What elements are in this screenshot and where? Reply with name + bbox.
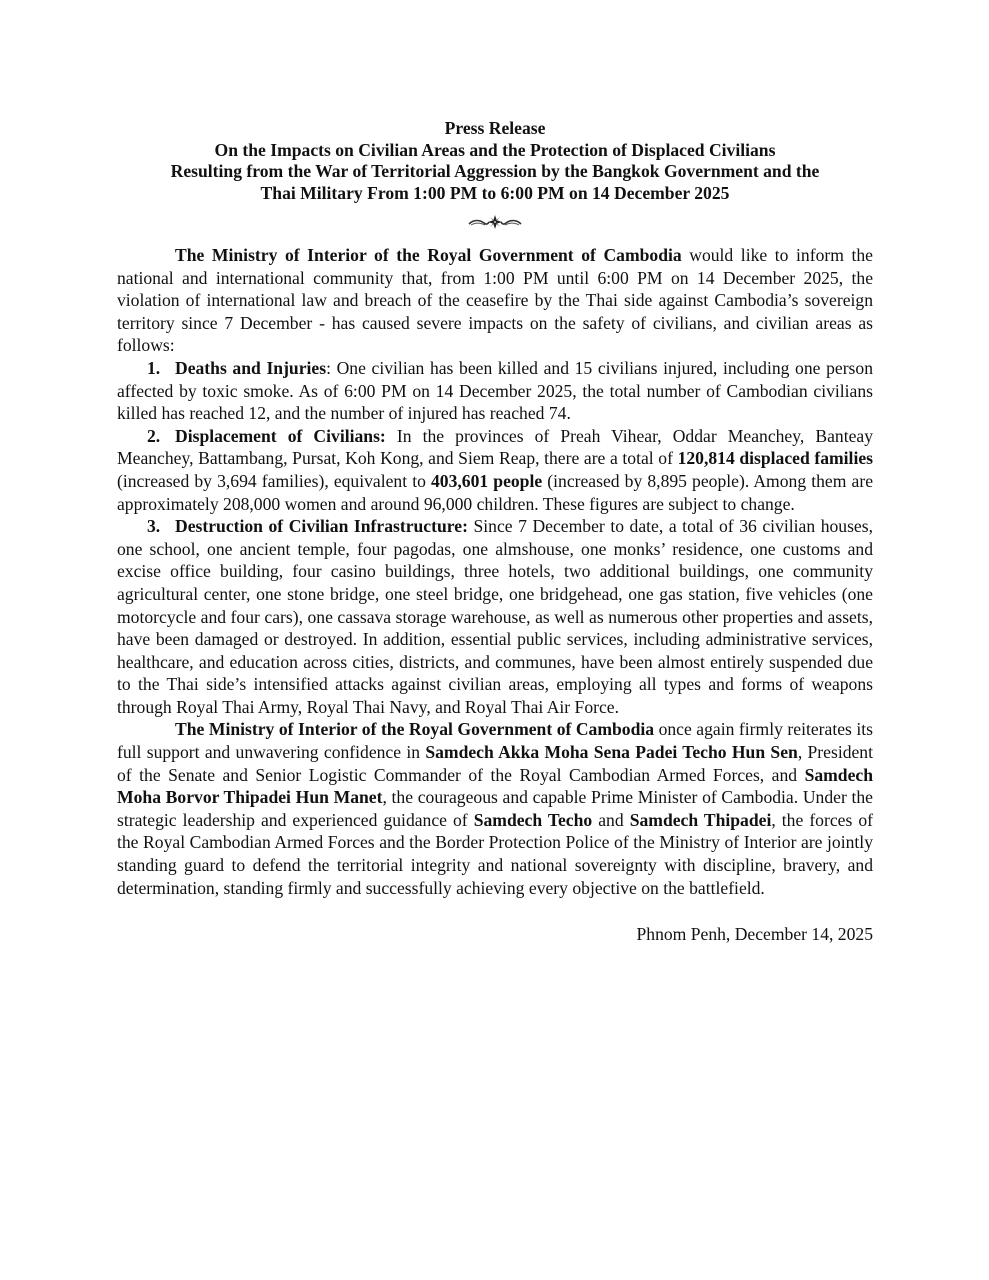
- displaced-people-count: 403,601 people: [431, 470, 543, 491]
- closing-bold-name: Samdech Techo: [473, 809, 593, 830]
- closing-text: , the forces of the Royal Cambodian Armed Forces and the Border Protection Police of the Ministry of Interior are jointly standing guard to defend the territorial integrity and national sovereignty with discipline, bravery, and determination, standing firmly and successfully achieving every objective on the battlefield.: [117, 809, 873, 898]
- closing-paragraph: [117, 718, 873, 899]
- place-and-date: Phnom Penh, December 14, 2025: [636, 924, 873, 945]
- title-line-1: On the Impacts on Civilian Areas and the Protection of Displaced Civilians: [214, 139, 776, 160]
- document-type-label: Press Release: [444, 118, 546, 138]
- list-item-number: 2.: [147, 425, 161, 446]
- closing-text: , President of the Senate and Senior Logistic Commander of the Royal Cambodian Armed Forces, and: [117, 742, 873, 785]
- title-line-2: Resulting from the War of Territorial Aggression by the Bangkok Government and the: [170, 161, 820, 181]
- list-item-text: (increased by 3,694 families), equivalent to: [117, 470, 431, 491]
- list-item-text: Since 7 December to date, a total of 36 civilian houses, one school, one ancient temple, four pagodas, one almshouse, one monks’ residence, one customs and excise office building, four casino buildings, three hotels, two additional buildings, one community agricultural center, one stone bridge, one steel bridge, one bridgehead, one gas station, five vehicles (one motorcycle and four cars), one cassava storage warehouse, as well as numerous other properties and assets, have been damaged or destroyed. In addition, essential public services, including administrative services, healthcare, and education across cities, districts, and communes, have been almost entirely suspended due to the Thai side’s intensified attacks against civilian areas, employing all types and forms of weapons through Royal Thai Army, Royal Thai Navy, and Royal Thai Air Force.: [117, 516, 873, 717]
- floral-divider-svg: [466, 214, 524, 230]
- closing-text: and: [592, 809, 630, 830]
- list-item-heading-suffix: :: [326, 357, 331, 378]
- list-item-text: In the provinces of Preah Vihear, Oddar Meanchey, Banteay Meanchey, Battambang, Pursat, Koh Kong, and Siem Reap, there are a total of: [117, 425, 873, 469]
- press-release-document: [117, 118, 873, 946]
- title-line-3: Thai Military From 1:00 PM to 6:00 PM on 14 December 2025: [260, 182, 730, 203]
- document-header: [117, 118, 873, 204]
- closing-bold-name: Samdech Moha Borvor Thipadei Hun Manet: [117, 764, 873, 808]
- list-item-heading: Displacement of Civilians:: [175, 425, 386, 446]
- list-item-number: 3.: [147, 516, 161, 537]
- closing-text: , the courageous and capable Prime Minister of Cambodia. Under the strategic leadership and experienced guidance of: [117, 787, 873, 830]
- list-item-text: One civilian has been killed and 15 civilians injured, including one person affected by toxic smoke. As of 6:00 PM on 14 December 2025, the total number of Cambodian civilians killed has reached 12, and the number of injured has reached 74.: [117, 357, 874, 424]
- list-item-heading: Deaths and Injuries: [175, 357, 327, 378]
- list-item-infrastructure: [117, 515, 873, 718]
- closing-text: once again firmly reiterates its full support and unwavering confidence in: [117, 719, 873, 763]
- list-item-displacement: [117, 425, 873, 515]
- list-item-text: (increased by 8,895 people). Among them are approximately 208,000 women and around 96,000 children. These figures are subject to change.: [117, 470, 874, 514]
- closing-bold-name: Samdech Akka Moha Sena Padei Techo Hun Sen: [425, 742, 798, 763]
- list-item-deaths-injuries: [117, 357, 873, 425]
- floral-divider-icon: [117, 209, 873, 235]
- intro-bold-lead: The Ministry of Interior of the Royal Government of Cambodia: [175, 245, 682, 265]
- displaced-families-count: 120,814 displaced families: [677, 448, 873, 469]
- list-item-heading: Destruction of Civilian Infrastructure:: [175, 516, 468, 537]
- closing-bold-name: Samdech Thipadei: [629, 809, 772, 830]
- intro-paragraph: [117, 244, 873, 357]
- closing-bold-lead: The Ministry of Interior of the Royal Government of Cambodia: [175, 719, 655, 740]
- intro-text: would like to inform the national and international community that, from 1:00 PM until 6:00 PM on 14 December 2025, the violation of international law and breach of the ceasefire by the Thai side against Cambodia’s sovereign territory since 7 December - has caused severe impacts on the safety of civilians, and civilian areas as follows:: [117, 245, 873, 356]
- list-item-number: 1.: [147, 357, 161, 378]
